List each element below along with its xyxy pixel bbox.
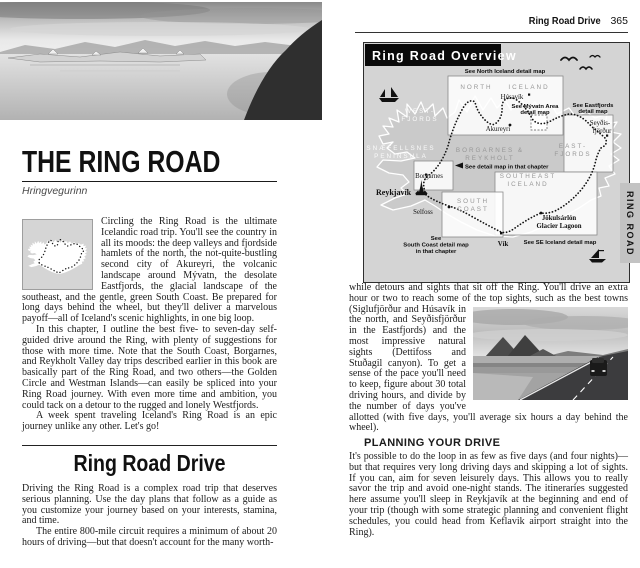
town-husavik: Húsavík (500, 94, 524, 101)
svg-text:in that chapter: in that chapter (415, 249, 457, 255)
town-seydisfjordur: Seyðis- (589, 120, 611, 127)
region-southeast-iceland: SOUTHEAST (499, 173, 557, 180)
right-body-text (349, 283, 628, 434)
town-jokulsarlon: Jökulsárlón (541, 215, 577, 222)
vik-marker (500, 232, 502, 234)
region-north-iceland: NORTH ICELAND (460, 84, 550, 91)
left-body-text (22, 217, 277, 433)
note-borgarnes-chapter: See detail map in that chapter (465, 164, 549, 171)
page-number: 365 (610, 15, 628, 27)
svg-text:COAST: COAST (457, 206, 489, 213)
chapter-tab (620, 183, 640, 263)
title-rule (22, 181, 277, 182)
map-svg (363, 42, 630, 283)
paragraph-continuation: (Siglufjörður and Húsavík in the north, and Seyðisfjörður in the Eastfjords) and the most impressive natural sights (Dettifoss and Stuðagil canyon). To get a sense of the pace you'll need to keep, figure about 30 total driving hours, and divide by the number of days you've allotted (with five days, you'll average six hours a day behind the wheel). (349, 303, 628, 434)
chapter-subtitle: Hringvegurinn (22, 185, 88, 197)
paragraph: Driving the Ring Road is a complex road trip that deserves serious planning. Use the day plans that follow as a guide as you customize your journey based on your interests, stamina, and time. (22, 483, 277, 527)
paragraph: Circling the Ring Road is the ultimate Icelandic road trip. You'll see the country in all its moods: the deep valleys and fjordside hamlets of the north, the not-quite-bustling second city of Akureyri, the volcanic landscape around Mývatn, the desolate Eastfjords, the glacial landscape of the southeast, and the gentle, green South Coast. Be prepared for long days behind the wheel, but they'll deliver a marvelous payoff—all of Iceland's scenic highlights, in one big loop. (22, 216, 277, 325)
paragraph: In this chapter, I outline the best five- to seven-day self-guided drive around the Ring, with plenty of suggestions for those with more time. Note that the South Coast, Borgarnes, and Reykholt Valley day trips described earlier in this book are basically part of the Ring Road, and two others—the Golden Circle and Westman Islands—can easily be spliced into your Ring Road journey. With even more time and ambition, you could tack on a detour to the rugged and lonely Westfjords. (22, 323, 277, 411)
note-myvatn: See Mývatn Area (511, 104, 559, 110)
ring-road-overview-map (363, 42, 630, 288)
town-borgarnes: Borgarnes (415, 173, 443, 180)
jokulsarlon-marker (540, 212, 543, 215)
paragraph: It's possible to do the loop in as few as five days (and four nights)—but that requires very long driving days and skipping a lot of sights. If you can, aim for seven leisurely days. This allows you to really savor the trip and avoid one-night stands. The itineraries suggested here assume you'll sleep in Reykjavík at the beginning and end of your trip (though with some strategic planning and convenient flight schedules, you could head from Keflavik airport straight into the Ring). (349, 451, 628, 538)
section-heading: Ring Road Drive (73, 450, 226, 476)
svg-text:detail map: detail map (578, 109, 608, 115)
akureyri-marker (509, 124, 512, 127)
glacier-lagoon-photo (0, 2, 322, 120)
note-eastfjords: See Eastfjords (572, 103, 614, 109)
note-north-iceland: See North Iceland detail map (464, 69, 546, 75)
paragraph: The entire 800-mile circuit requires a minimum of about 20 hours of driving—but that doesn't account for the many worth- (22, 526, 277, 548)
chapter-title-block (22, 146, 277, 197)
road-photo (473, 307, 628, 400)
paragraph: A week spent traveling Iceland's Ring Road is an epic journey unlike any other. Let's go! (22, 410, 277, 433)
running-header-title: Ring Road Drive (528, 15, 601, 27)
paragraph (349, 283, 628, 434)
note-se-iceland: See SE Iceland detail map (523, 240, 597, 246)
left-section (22, 445, 277, 549)
svg-text:REYKHOLT: REYKHOLT (465, 155, 515, 162)
town-selfoss: Selfoss (413, 209, 433, 216)
husavik-marker (528, 94, 530, 96)
region-south-coast: SOUTH (456, 198, 490, 205)
svg-text:PENINSULA: PENINSULA (374, 153, 428, 160)
svg-text:Glacier Lagoon: Glacier Lagoon (536, 223, 582, 230)
note-south-coast: See (430, 236, 442, 242)
running-header (355, 15, 628, 33)
svg-text:FJORDS: FJORDS (554, 151, 592, 158)
iceland-ring-inset-map (22, 219, 93, 290)
svg-text:ICELAND: ICELAND (507, 181, 549, 188)
seydisfjordur-marker (606, 135, 608, 137)
town-akureyri: Akureyri (485, 126, 511, 133)
region-east-fjords: EAST- (558, 143, 588, 150)
town-vik: Vík (497, 241, 509, 248)
section-rule (22, 445, 277, 446)
region-snaefellsnes: SNÆFELLSNES (366, 145, 436, 152)
region-west-fjords: WEST- (405, 108, 435, 115)
right-section (349, 437, 628, 538)
svg-text:fjörður: fjörður (592, 128, 612, 135)
svg-text:detail map: detail map (520, 110, 550, 116)
selfoss-marker (448, 206, 451, 209)
town-reykjavik: Reykjavík (376, 188, 412, 197)
chapter-tab-label: RING ROAD (625, 190, 635, 256)
photo-car (590, 358, 607, 376)
region-borgarnes-reykholt: BORGARNES & (455, 147, 525, 154)
map-title: Ring Road Overview (372, 49, 517, 63)
subsection-heading: PLANNING YOUR DRIVE (364, 437, 501, 449)
chapter-title: THE RING ROAD (22, 144, 221, 179)
svg-text:South Coast detail map: South Coast detail map (403, 242, 469, 249)
paragraph-continuation: while detours and sights that sit off the Ring. You'll drive an extra hour or two to reach some of the top sights, such as the best towns (349, 282, 628, 304)
svg-text:FJORDS: FJORDS (401, 116, 439, 123)
